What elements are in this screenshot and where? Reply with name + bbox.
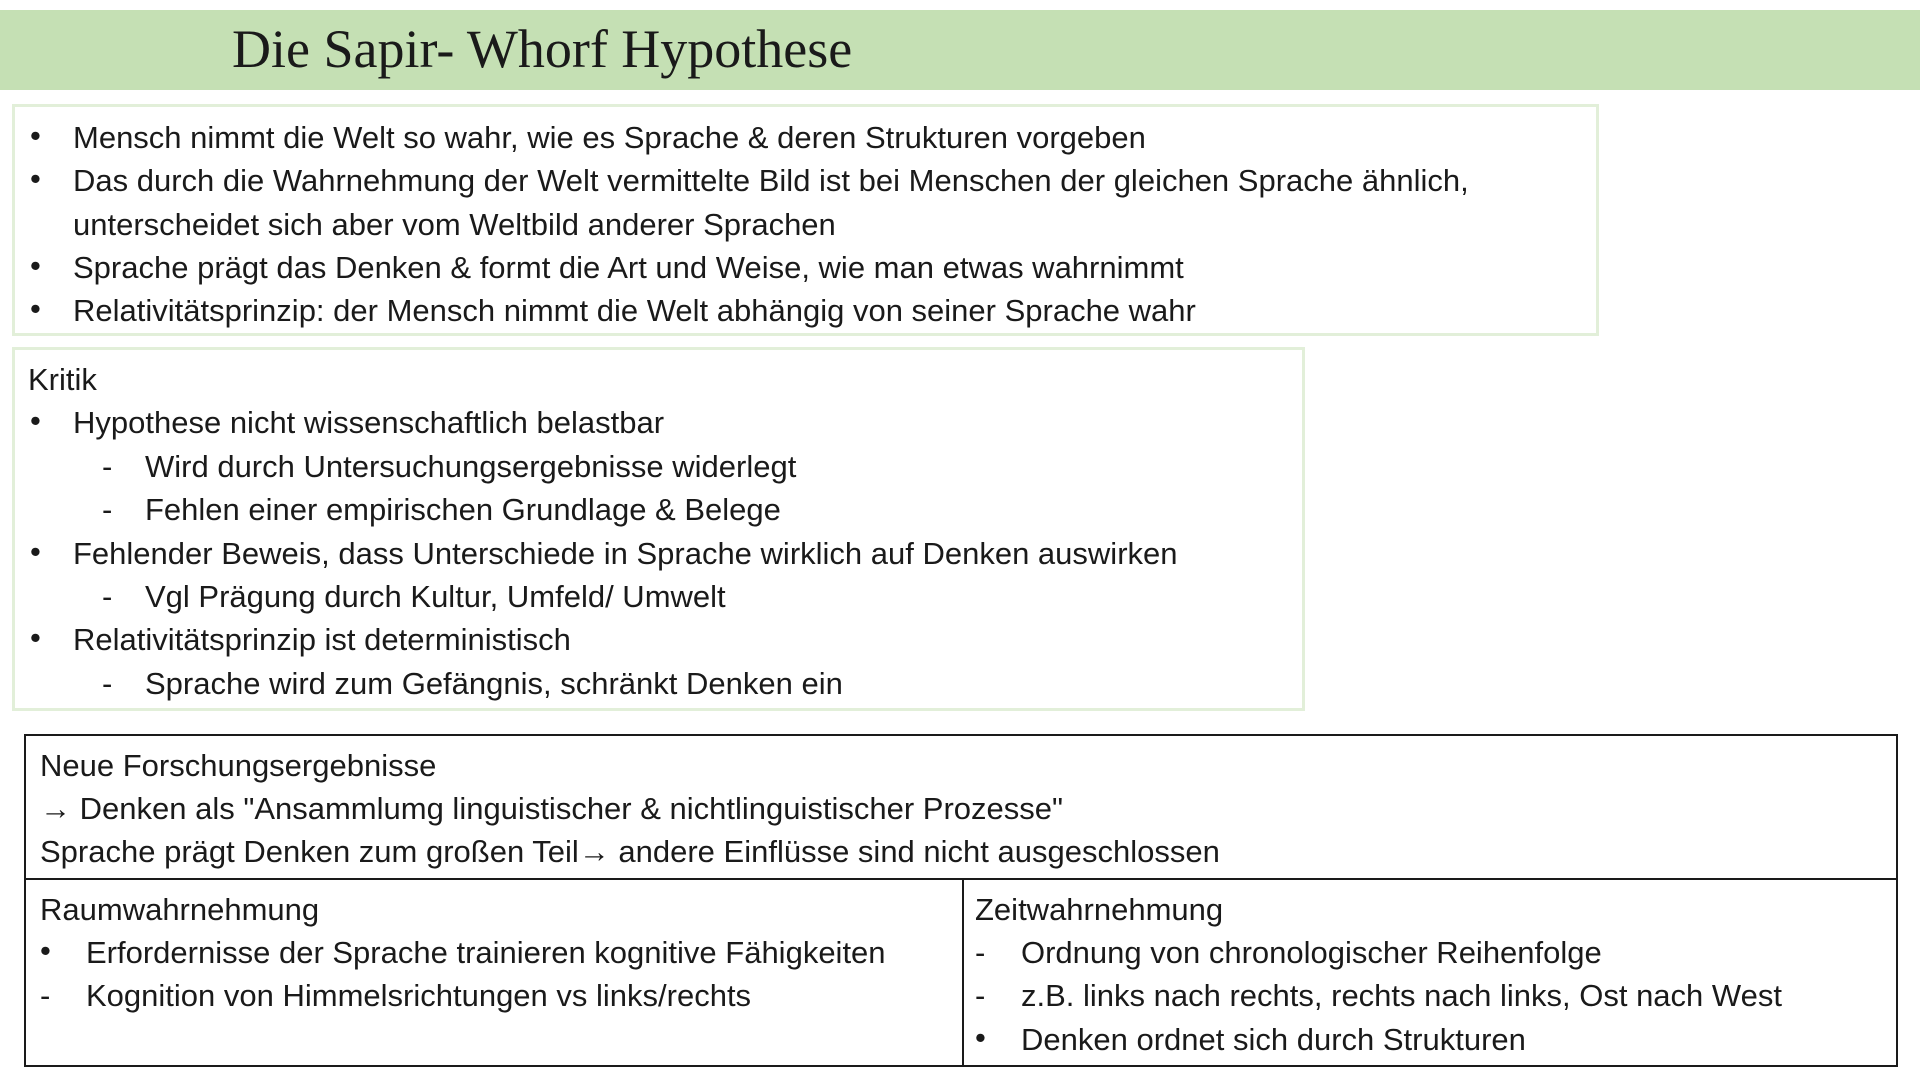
bullet-marker: •: [30, 403, 41, 438]
raumwahrnehmung-heading: Raumwahrnehmung: [40, 892, 320, 927]
kritik-point-1: Hypothese nicht wissenschaftlich belastbar: [73, 405, 665, 440]
kritik-point-1-sub-1: Wird durch Untersuchungsergebnisse widerlegt: [145, 449, 797, 484]
research-line-1: → Denken als "Ansammlumg linguistischer & nichtlinguistischer Prozesse": [40, 791, 1064, 826]
intro-bullet-1: Mensch nimmt die Welt so wahr, wie es Sprache & deren Strukturen vorgeben: [73, 120, 1146, 155]
bullet-marker: •: [30, 118, 41, 153]
kritik-box: [12, 347, 1305, 711]
intro-bullet-3: Sprache prägt das Denken & formt die Art und Weise, wie man etwas wahrnimmt: [73, 250, 1184, 285]
research-table: [24, 734, 1898, 1067]
dash-marker: -: [102, 579, 113, 614]
bullet-marker: •: [30, 248, 41, 283]
kritik-point-3: Relativitätsprinzip ist deterministisch: [73, 622, 571, 657]
bullet-marker: •: [30, 291, 41, 326]
raumwahrnehmung-item-1: Erfordernisse der Sprache trainieren kognitive Fähigkeiten: [86, 935, 886, 970]
kritik-point-1-sub-2: Fehlen einer empirischen Grundlage & Belege: [145, 492, 781, 527]
bullet-marker: •: [975, 1020, 986, 1055]
dash-marker: -: [102, 492, 113, 527]
table-divider-vertical: [962, 878, 964, 1067]
dash-marker: -: [102, 449, 113, 484]
dash-marker: -: [975, 978, 986, 1013]
intro-box: [12, 104, 1599, 336]
zeitwahrnehmung-item-3: Denken ordnet sich durch Strukturen: [1021, 1022, 1526, 1057]
intro-bullet-2-cont: unterscheidet sich aber vom Weltbild anderer Sprachen: [73, 207, 836, 242]
table-divider-horizontal: [26, 878, 1896, 880]
zeitwahrnehmung-item-1: Ordnung von chronologischer Reihenfolge: [1021, 935, 1602, 970]
kritik-point-2: Fehlender Beweis, dass Unterschiede in Sprache wirklich auf Denken auswirken: [73, 536, 1178, 571]
dash-marker: -: [40, 978, 51, 1013]
dash-marker: -: [102, 666, 113, 701]
kritik-point-2-sub-1: Vgl Prägung durch Kultur, Umfeld/ Umwelt: [145, 579, 726, 614]
zeitwahrnehmung-heading: Zeitwahrnehmung: [975, 892, 1224, 927]
research-line-2: Sprache prägt Denken zum großen Teil→ andere Einflüsse sind nicht ausgeschlossen: [40, 834, 1220, 869]
zeitwahrnehmung-item-2: z.B. links nach rechts, rechts nach links, Ost nach West: [1021, 978, 1782, 1013]
kritik-point-3-sub-1: Sprache wird zum Gefängnis, schränkt Denken ein: [145, 666, 843, 701]
bullet-marker: •: [30, 161, 41, 196]
raumwahrnehmung-item-2: Kognition von Himmelsrichtungen vs links/rechts: [86, 978, 752, 1013]
bullet-marker: •: [30, 620, 41, 655]
bullet-marker: •: [30, 534, 41, 569]
dash-marker: -: [975, 935, 986, 970]
kritik-heading: Kritik: [28, 362, 97, 397]
page-title: Die Sapir- Whorf Hypothese: [232, 19, 853, 79]
intro-bullet-4: Relativitätsprinzip: der Mensch nimmt die Welt abhängig von seiner Sprache wahr: [73, 293, 1196, 328]
title-bar: [0, 10, 1920, 90]
intro-bullet-2: Das durch die Wahrnehmung der Welt vermittelte Bild ist bei Menschen der gleichen Sprache ähnlich,: [73, 163, 1469, 198]
research-heading: Neue Forschungsergebnisse: [40, 748, 437, 783]
bullet-marker: •: [40, 933, 51, 968]
